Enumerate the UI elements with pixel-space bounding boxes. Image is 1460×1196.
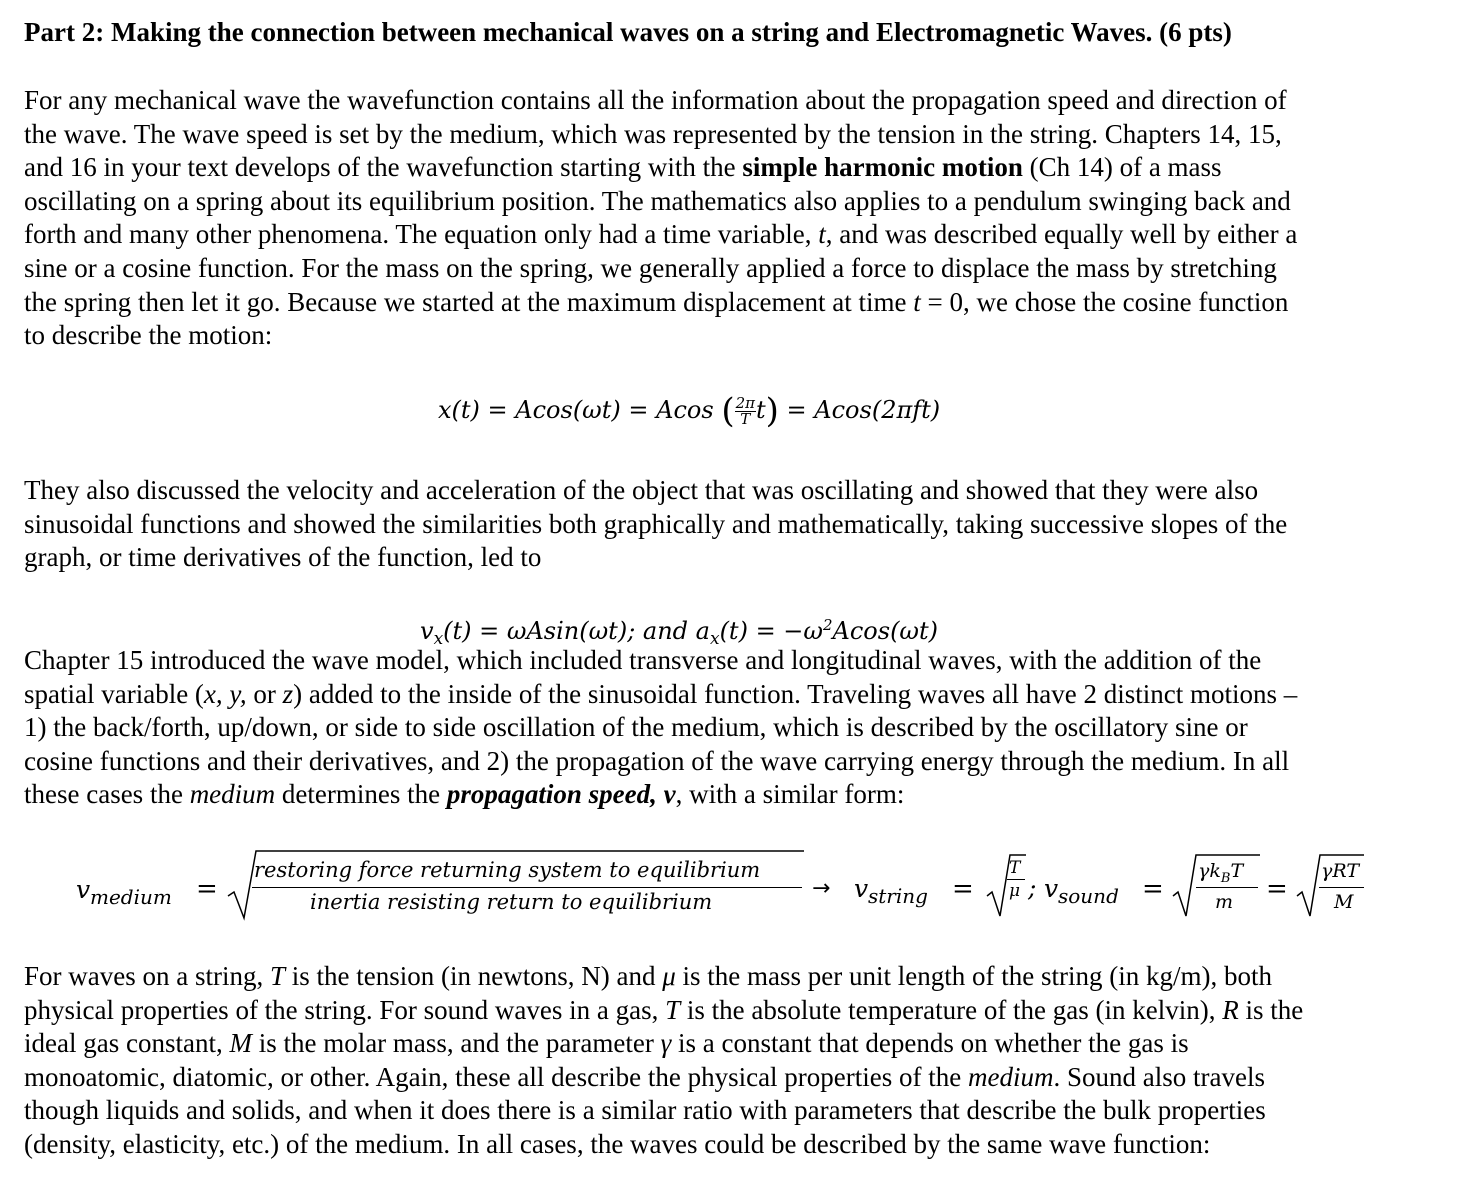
text-span: is the mass per unit length of the string (in kg/m), both [675, 961, 1272, 991]
fraction-denominator: M [1334, 891, 1354, 913]
text-line: graph, or time derivatives of the function, led to [24, 542, 542, 573]
paragraph-medium-properties [24, 960, 1449, 1162]
text-span: (Ch 14) of a mass [1022, 152, 1222, 183]
text-span: and 16 in your text develops of the wavefunction starting with the [24, 152, 743, 183]
text-line: the wave. The wave speed is set by the medium, which was represented by the tension in the string. Chapters 14, 15, [24, 118, 1282, 149]
equation-text: T [1230, 860, 1244, 882]
subscript: sound [1058, 884, 1119, 908]
fraction-bar [1319, 887, 1364, 888]
italic-variable: γ [660, 1028, 672, 1059]
text-span: or [246, 678, 283, 709]
text-span: physical properties of the string. For sound waves in a gas, [24, 994, 666, 1025]
equation-text: (t) = −ω [719, 617, 823, 645]
text-line [24, 1027, 1449, 1061]
subscript: x [709, 629, 720, 649]
subscript: B [1220, 870, 1231, 886]
fraction-denominator: μ [1009, 881, 1021, 901]
fraction-bar [1007, 879, 1025, 880]
italic-variable: t [913, 286, 921, 317]
text-span: . Sound also travels [1053, 1061, 1265, 1092]
text-line: sine or a cosine function. For the mass on the spring, we generally applied a force to displace the mass by stretching [24, 252, 1277, 283]
italic-variable: T [665, 994, 681, 1025]
superscript: 2 [822, 616, 833, 634]
close-paren: ) [765, 391, 779, 431]
equation-position [438, 391, 941, 431]
italic-variable: x, y, [203, 678, 247, 709]
semicolon: ; [1028, 873, 1037, 902]
italic-variable: R [1222, 994, 1239, 1025]
text-span: is the [1238, 994, 1304, 1025]
text-line [24, 994, 1449, 1028]
equals-sign: = [952, 874, 974, 904]
fraction-bar [1196, 887, 1258, 888]
text-line [24, 960, 1449, 994]
text-line: oscillating on a spring about its equilibrium position. The mathematics also applies to a pendulum swinging back and [24, 185, 1291, 216]
text-span: , with a similar form: [675, 779, 905, 810]
italic-variable: M [229, 1028, 252, 1059]
subscript: string [868, 884, 928, 908]
equation-text: (t) = ωAsin(ωt); and a [443, 617, 710, 645]
text-line: They also discussed the velocity and acceleration of the object that was oscillating and showed that they were also [24, 475, 1259, 505]
text-span: is a constant that depends on whether the gas is [671, 1028, 1189, 1059]
text-line: 1) the back/forth, up/down, or side to side oscillation of the medium, which is described by the oscillatory sine or [24, 712, 1248, 743]
text-span: is the molar mass, and the parameter [251, 1028, 661, 1059]
text-span: For waves on a string, [24, 961, 270, 991]
fraction-denominator: T [740, 410, 751, 428]
text-span: = 0, we chose the cosine function [920, 286, 1289, 317]
text-line [24, 1061, 1449, 1095]
fraction-numerator: γRT [1321, 860, 1359, 882]
equation-text: γk [1198, 860, 1221, 882]
fraction-bar [252, 887, 802, 888]
italic-variable: t [818, 219, 826, 250]
text-line: cosine functions and their derivatives, and 2) the propagation of the wave carrying energy through the medium. In all [24, 745, 1290, 776]
arrow-icon: → [812, 876, 831, 901]
text-line: though liquids and solids, and when it does there is a similar ratio with parameters that describe the bulk properties [24, 1095, 1266, 1126]
paragraph-intro [24, 84, 1449, 353]
italic-term: medium [968, 1061, 1054, 1092]
paragraph-derivatives [24, 474, 1449, 575]
text-span: spatial variable ( [24, 678, 204, 709]
equals-sign: = [1142, 874, 1164, 904]
text-line: sinusoidal functions and showed the similarities both graphically and mathematically, taking successive slopes of the [24, 508, 1288, 539]
fraction-numerator: restoring force returning system to equilibrium [254, 858, 761, 882]
radical-sign [986, 852, 1028, 920]
equation-text: = Acos(2πft) [786, 396, 941, 424]
text-line: (density, elasticity, etc.) of the medium. In all cases, the waves could be described by the same wave function: [24, 1128, 1211, 1159]
italic-variable: μ [662, 961, 676, 991]
equation-text: v [1044, 874, 1059, 903]
fraction-numerator: T [1009, 858, 1021, 878]
italic-variable: T [269, 961, 285, 991]
fraction-denominator: inertia resisting return to equilibrium [310, 890, 713, 914]
text-span: , and was described equally well by either a [825, 219, 1298, 250]
fraction-denominator: m [1215, 891, 1234, 913]
subscript: x [433, 629, 444, 649]
text-line [24, 678, 1449, 712]
text-span: these cases the [24, 779, 190, 810]
equation-text: v [76, 875, 91, 904]
equation-text: v [854, 874, 869, 903]
italic-variable: z [282, 678, 294, 709]
italic-term: medium [189, 779, 276, 810]
text-span: monoatomic, diatomic, or other. Again, these all describe the physical properties of the [24, 1061, 968, 1092]
text-span: ideal gas constant, [24, 1028, 230, 1059]
text-span: the spring then let it go. Because we started at the maximum displacement at time [24, 286, 914, 317]
equation-text: t [755, 396, 766, 424]
fraction-2pi-over-T [735, 396, 756, 427]
section-heading: Part 2: Making the connection between mechanical waves on a string and Electromagnetic Waves. (6 pts) [24, 17, 1232, 47]
equals-sign: = [1266, 874, 1288, 904]
text-line [24, 778, 1449, 812]
equation-text: Acos(ωt) [832, 617, 939, 645]
equation-text: x(t) = Acos(ωt) = Acos [438, 396, 714, 424]
open-paren: ( [721, 391, 735, 431]
subscript: medium [90, 885, 172, 909]
text-line: to describe the motion: [24, 320, 273, 351]
fraction-numerator: 2π [735, 394, 755, 412]
paragraph-wave-model [24, 644, 1449, 812]
text-span: forth and many other phenomena. The equation only had a time variable, [24, 219, 819, 250]
text-span: is the absolute temperature of the gas (in kelvin), [680, 994, 1223, 1025]
text-span: is the tension (in newtons, N) and [285, 961, 663, 991]
text-span: determines the [275, 779, 447, 810]
equals-sign: = [196, 874, 218, 904]
bold-term: simple harmonic motion [742, 152, 1023, 183]
fraction-numerator [1198, 860, 1243, 886]
bold-italic-term: propagation speed, v [446, 779, 676, 810]
text-line: For any mechanical wave the wavefunction contains all the information about the propagation speed and direction of [24, 85, 1287, 115]
text-line [24, 218, 1449, 252]
text-line [24, 151, 1449, 185]
text-line [24, 286, 1449, 320]
text-span: ) added to the inside of the sinusoidal function. Traveling waves all have 2 distinct motions – [293, 678, 1298, 709]
equation-text: v [420, 617, 434, 645]
text-line: Chapter 15 introduced the wave model, which included transverse and longitudinal waves, with the addition of the [24, 645, 1262, 675]
